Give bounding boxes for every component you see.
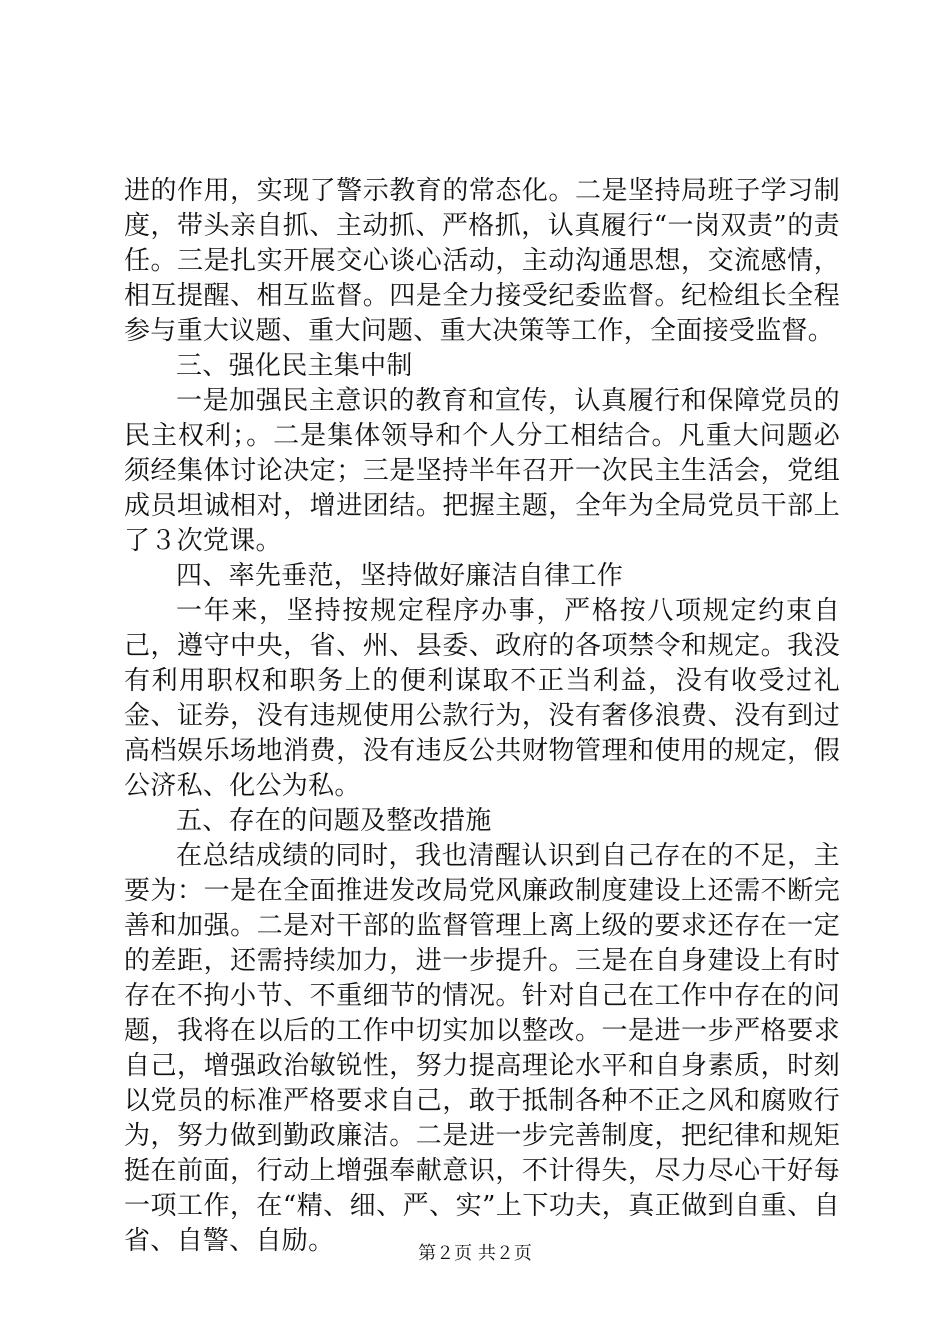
paragraph: 一年来，坚持按规定程序办事，严格按八项规定约束自己，遵守中央，省、州、县委、政府的各项禁令和规定。我没有利用职权和职务上的便利谋取不正当利益，没有收受过礼金、证券，没有违规使用公款行为，没有奢侈浪费、没有到过高档娱乐场地消费，没有违反公共财物管理和使用的规定，假公济私、化公为私。 (124, 596, 840, 801)
paragraph-continued: 进的作用，实现了警示教育的常态化。二是坚持局班子学习制度，带头亲自抓、主动抓、严格抓，认真履行“一岗双责”的责任。三是扎实开展交心谈心活动，主动沟通思想，交流感情，相互提醒、相互监督。四是全力接受纪委监督。纪检组长全程参与重大议题、重大问题、重大决策等工作，全面接受监督。 (124, 176, 840, 346)
section-heading-problems-and-measures: 五、存在的问题及整改措施 (176, 806, 492, 836)
paragraph: 在总结成绩的同时，我也清醒认识到自己存在的不足，主要为：一是在全面推进发改局党风廉政制度建设上还需不断完善和加强。二是对干部的监督管理上离上级的要求还存在一定的差距，还需持续加力，进一步提升。三是在自身建设上有时存在不拘小节、不重细节的情况。针对自己在工作中存在的问题，我将在以后的工作中切实加以整改。一是进一步严格要求自己，增强政治敏锐性，努力提高理论水平和自身素质，时刻以党员的标准严格要求自己，敢于抵制各种不正之风和腐败行为，努力做到勤政廉洁。二是进一步完善制度，把纪律和规矩挺在前面，行动上增强奉献意识，不计得失，尽力尽心干好每一项工作，在“精、细、严、实”上下功夫，真正做到自重、自省、自警、自励。 (124, 841, 840, 1256)
page-footer: 第２页 共２页 (418, 1243, 532, 1264)
document-body (124, 174, 840, 1259)
paragraph: 一是加强民主意识的教育和宣传，认真履行和保障党员的民主权利；。二是集体领导和个人分工相结合。凡重大问题必须经集体讨论决定；三是坚持半年召开一次民主生活会，党组成员坦诚相对，增进团结。把握主题，全年为全局党员干部上了３次党课。 (124, 386, 840, 556)
section-heading-democratic-centralism: 三、强化民主集中制 (176, 351, 413, 381)
section-heading-self-discipline: 四、率先垂范，坚持做好廉洁自律工作 (176, 561, 624, 591)
